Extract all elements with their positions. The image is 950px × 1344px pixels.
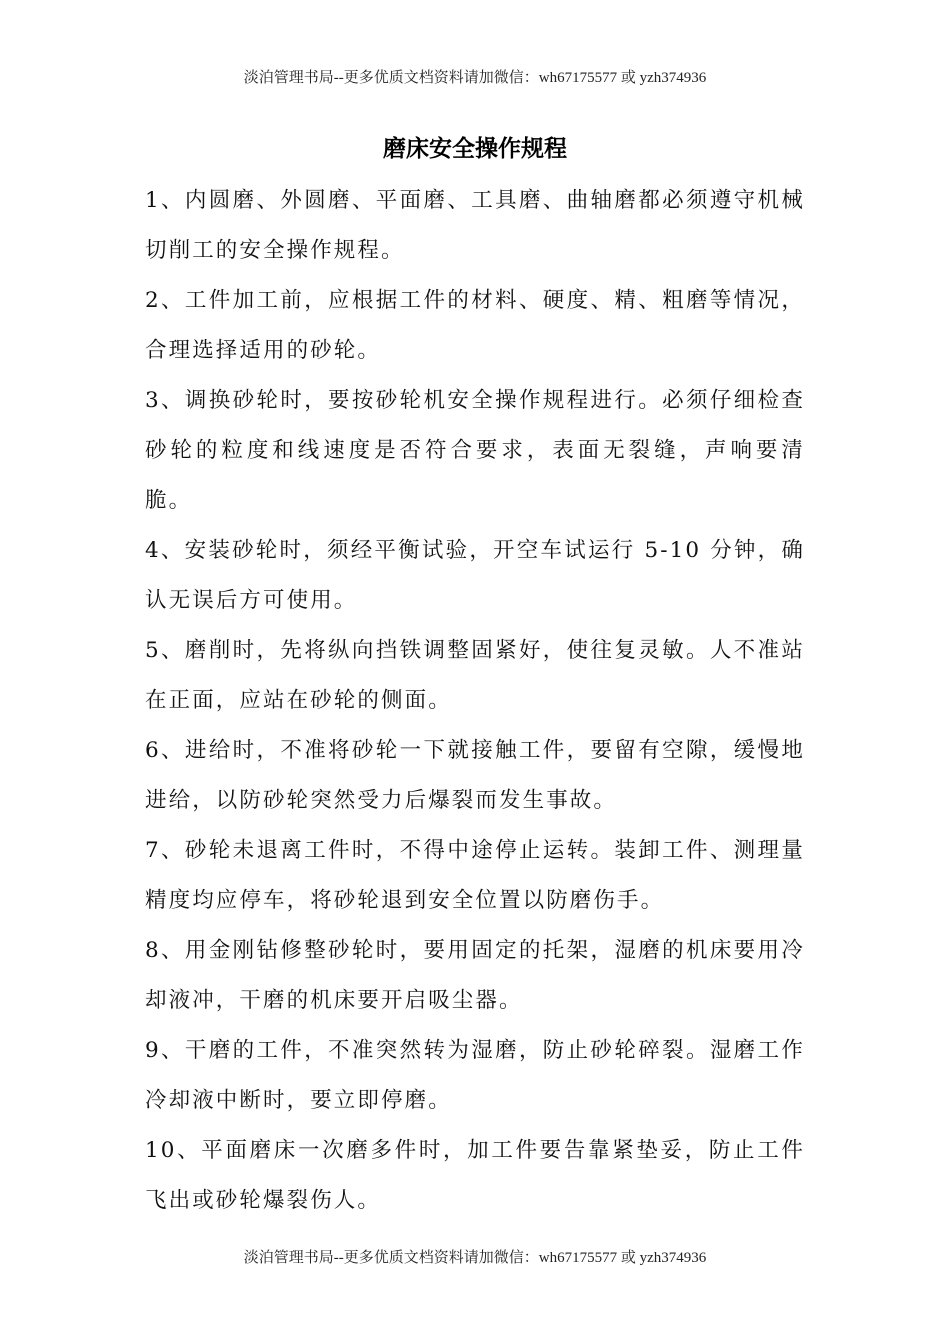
- page-footer: 淡泊管理书局--更多优质文档资料请加微信：wh67175577 或 yzh374936: [243, 1250, 707, 1266]
- clause-2: 2、工件加工前，应根据工件的材料、硬度、精、粗磨等情况，合理选择适用的砂轮。: [145, 288, 805, 363]
- document-title: 磨床安全操作规程: [383, 135, 567, 162]
- clause-9: 9、干磨的工件，不准突然转为湿磨，防止砂轮碎裂。湿磨工作冷却液中断时，要立即停磨。: [145, 1038, 805, 1113]
- clause-5: 5、磨削时，先将纵向挡铁调整固紧好，使往复灵敏。人不准站在正面，应站在砂轮的侧面。: [145, 638, 805, 713]
- clause-10: 10、平面磨床一次磨多件时，加工件要告靠紧垫妥，防止工件飞出或砂轮爆裂伤人。: [145, 1138, 805, 1213]
- clause-3: 3、调换砂轮时，要按砂轮机安全操作规程进行。必须仔细检查砂轮的粒度和线速度是否符合要求，表面无裂缝，声响要清脆。: [145, 388, 805, 513]
- clause-1: 1、内圆磨、外圆磨、平面磨、工具磨、曲轴磨都必须遵守机械切削工的安全操作规程。: [145, 188, 805, 263]
- clause-6: 6、进给时，不准将砂轮一下就接触工件，要留有空隙，缓慢地进给，以防砂轮突然受力后爆裂而发生事故。: [145, 738, 805, 813]
- clause-4: 4、安装砂轮时，须经平衡试验，开空车试运行 5-10 分钟，确认无误后方可使用。: [145, 538, 805, 613]
- page-header: 淡泊管理书局--更多优质文档资料请加微信：wh67175577 或 yzh374936: [243, 70, 707, 86]
- clause-7: 7、砂轮未退离工件时，不得中途停止运转。装卸工件、测理量精度均应停车，将砂轮退到安全位置以防磨伤手。: [145, 838, 805, 913]
- document-body: [145, 176, 805, 1226]
- clause-8: 8、用金刚钻修整砂轮时，要用固定的托架，湿磨的机床要用冷却液冲，干磨的机床要开启吸尘器。: [145, 938, 805, 1013]
